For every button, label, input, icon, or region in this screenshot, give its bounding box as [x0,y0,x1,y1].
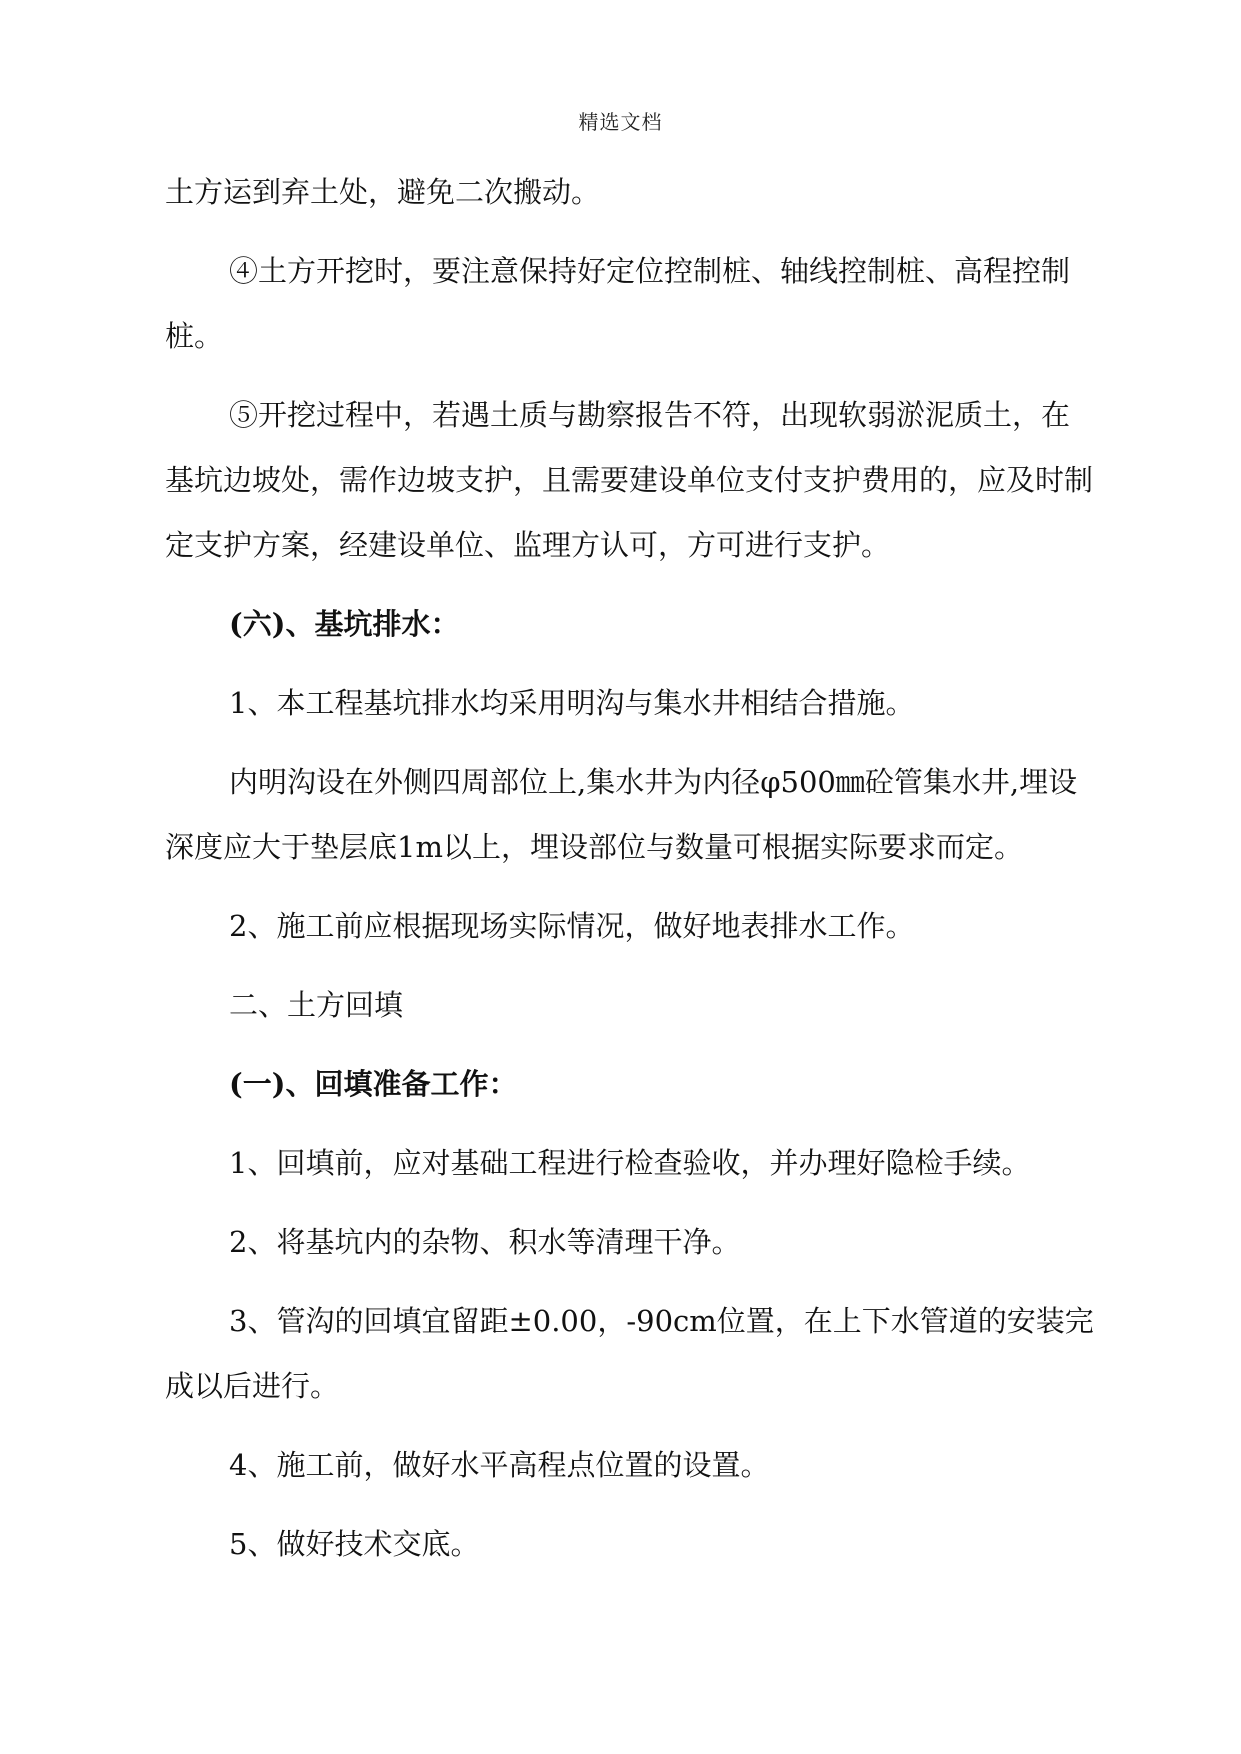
paragraph-5: 1、本工程基坑排水均采用明沟与集水井相结合措施。 [229,686,915,720]
paragraph-13: 4、施工前，做好水平高程点位置的设置。 [229,1448,770,1482]
paragraph-2: ④土方开挖时，要注意保持好定位控制桩、轴线控制桩、高程控制桩。 [165,254,1071,353]
paragraph-11: 2、将基坑内的杂物、积水等清理干净。 [229,1225,741,1259]
subsection-heading-preparation: (一)、回填准备工作： [229,1067,518,1101]
paragraph-3: ⑤开挖过程中，若遇土质与勘察报告不符，出现软弱淤泥质土，在基坑边坡处，需作边坡支护，且需要建设单位支付支护费用的，应及时制定支护方案，经建设单位、监理方认可，方可进行支护。 [165,398,1094,562]
paragraph-6: 内明沟设在外侧四周部位上,集水井为内径φ500㎜砼管集水井,埋设深度应大于垫层底1m以上，埋设部位与数量可根据实际要求而定。 [165,765,1078,864]
paragraph-14: 5、做好技术交底。 [229,1527,480,1561]
section-heading-drainage: (六)、基坑排水： [229,607,460,641]
paragraph-12: 3、管沟的回填宜留距±0.00，-90cm位置，在上下水管道的安装完成以后进行。 [165,1304,1094,1403]
paragraph-1: 土方运到弃土处，避免二次搬动。 [165,175,601,209]
paragraph-7: 2、施工前应根据现场实际情况，做好地表排水工作。 [229,909,915,943]
document-body [165,160,1095,1591]
section-heading-backfill: 二、土方回填 [229,988,404,1022]
paragraph-10: 1、回填前，应对基础工程进行检查验收，并办理好隐检手续。 [229,1146,1031,1180]
page-header: 精选文档 [578,110,663,134]
